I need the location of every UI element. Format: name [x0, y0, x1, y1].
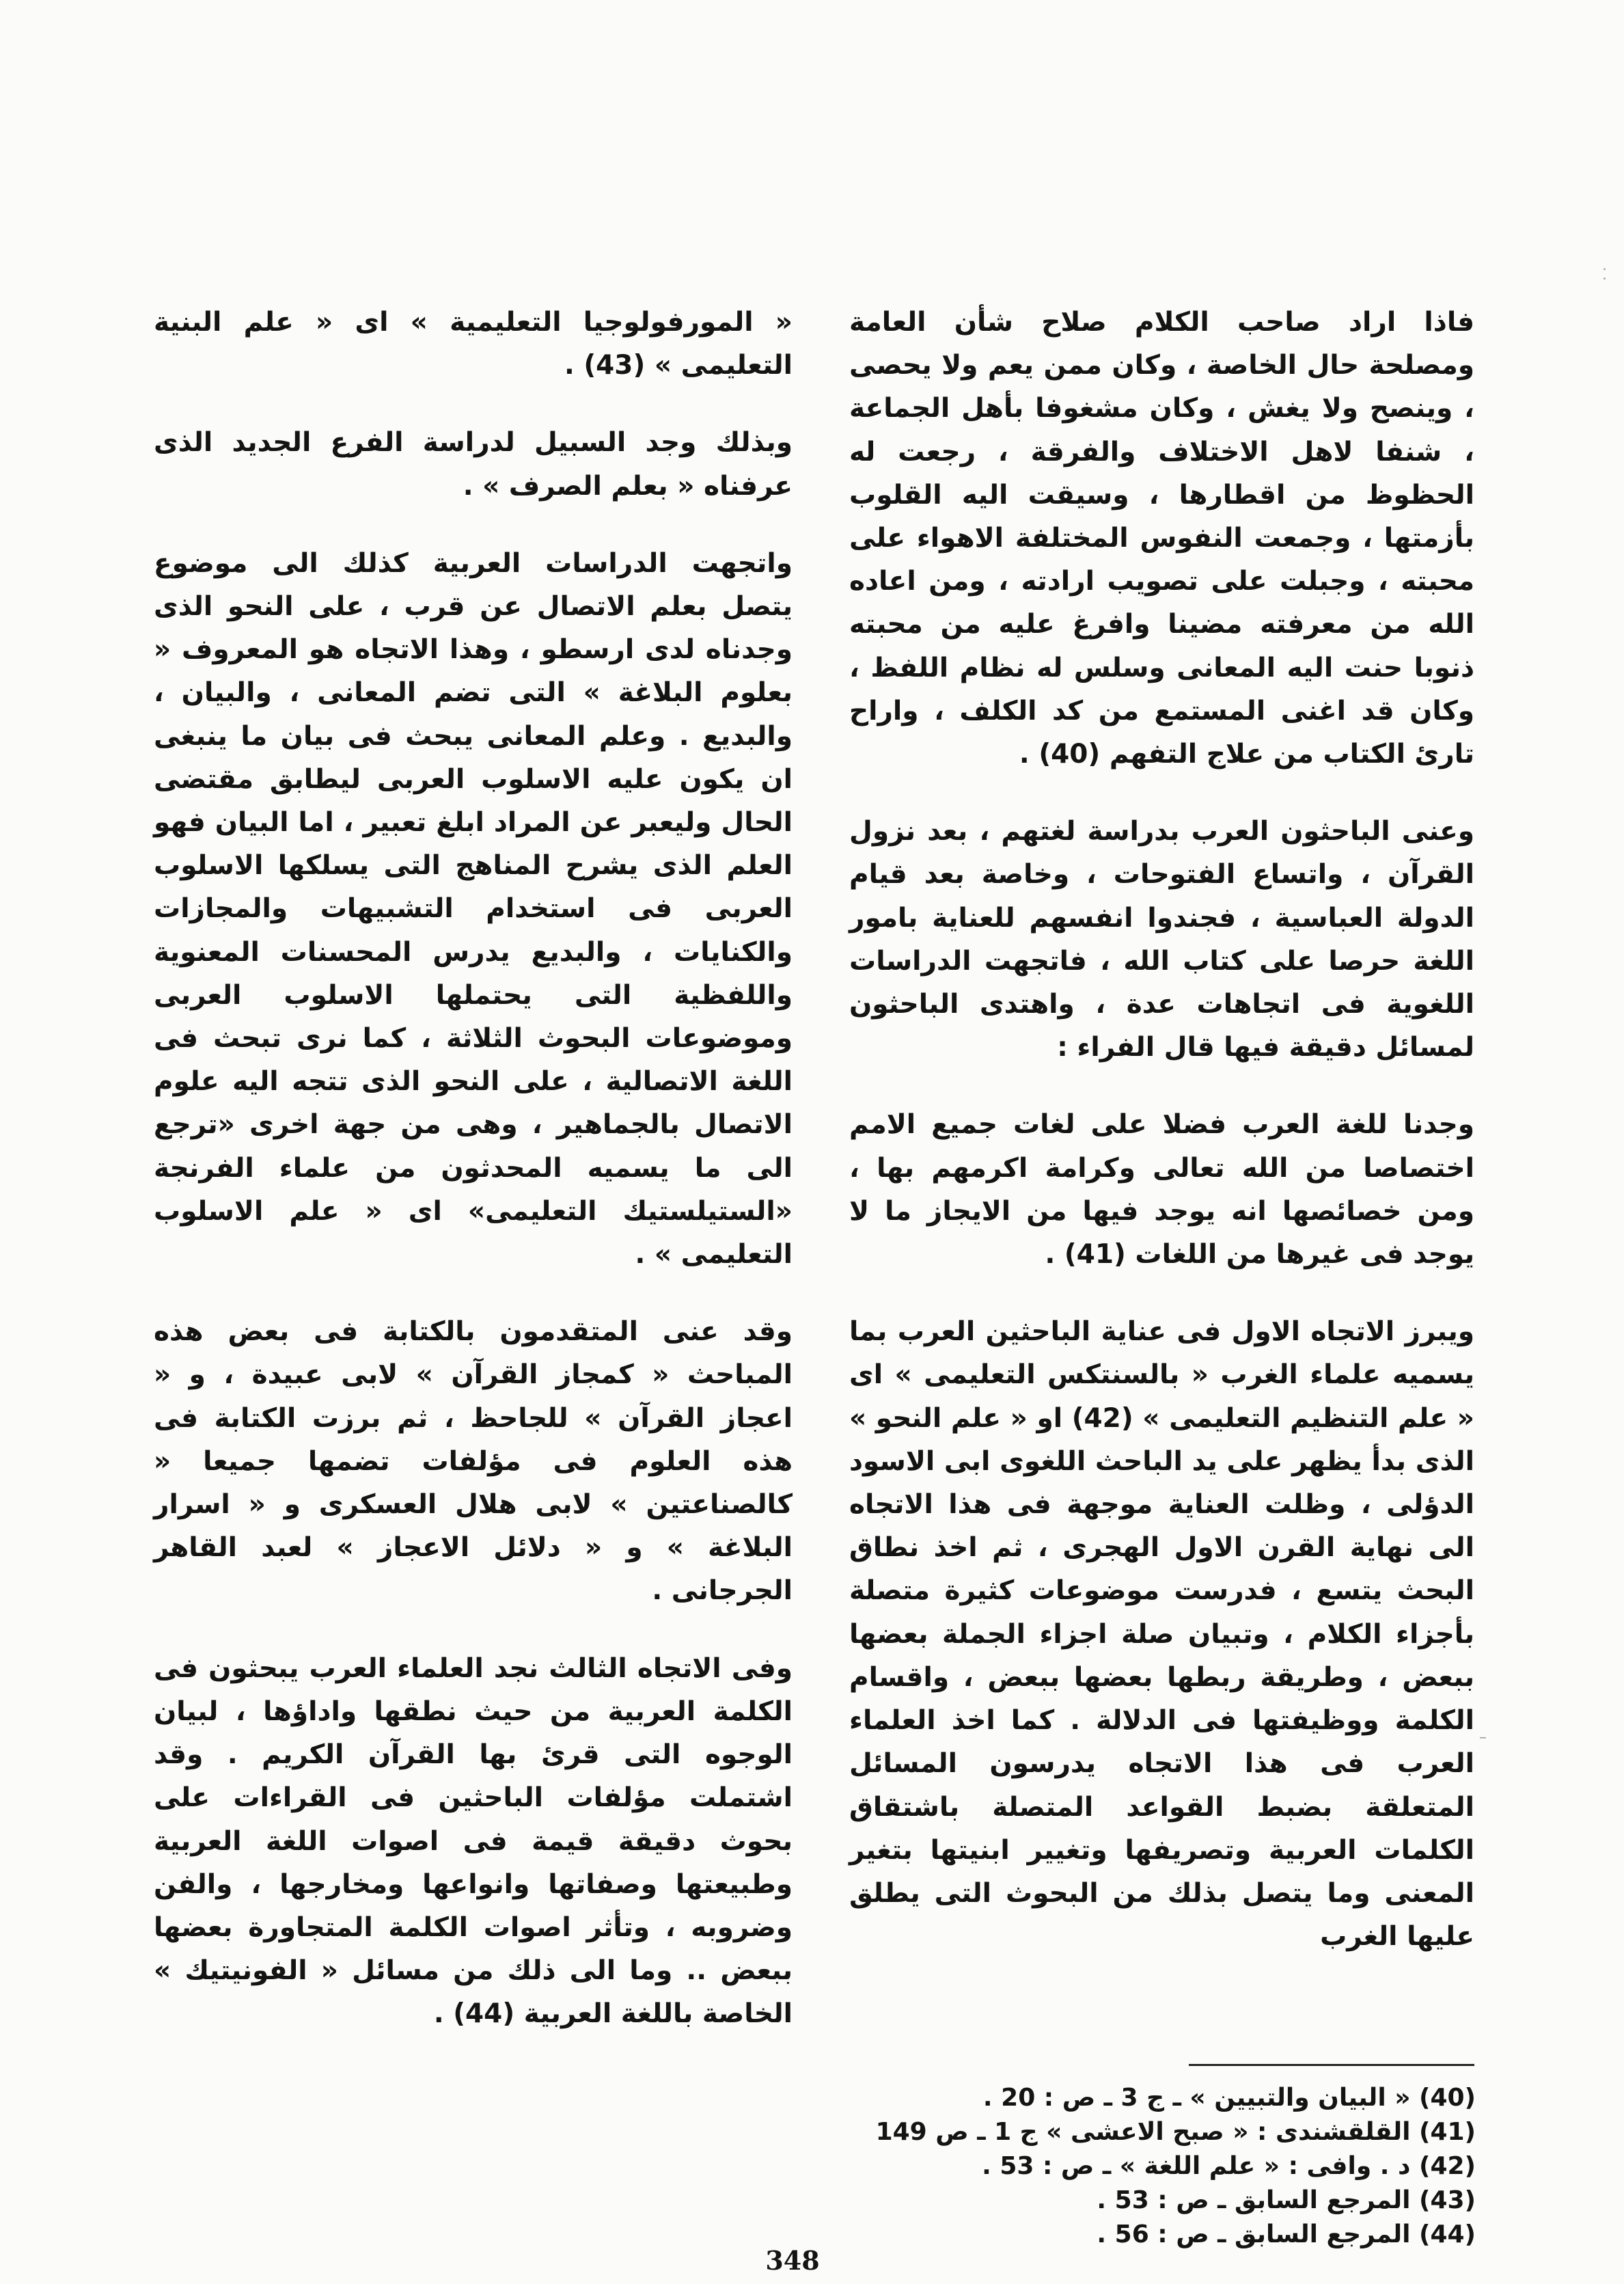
paragraph: وبذلك وجد السبيل لدراسة الفرع الجديد الذى عرفناه « بعلم الصرف » . — [154, 427, 793, 502]
paragraph: « المورفولوجيا التعليمية » اى « علم البنية التعليمى » (43) . — [154, 307, 793, 381]
footnotes — [875, 2081, 1476, 2252]
paragraph: وفى الاتجاه الثالث نجد العلماء العرب يبحثون فى الكلمة العربية من حيث نطقها واداؤها ، لبيان الوجوه التى قرئ بها القرآن الكريم . وقد اشتملت مؤلفات الباحثين فى القراءات على بحوث دقيقة قيمة فى اصوات اللغة العربية وطبيعتها وصفاتها وانواعها ومخارجها ، والفن وضروبه ، وتأثر اصوات الكلمة المتجاورة بعضها ببعض .. وما الى ذلك من مسائل « الفونيتيك » الخاصة باللغة العربية (44) . — [154, 1653, 793, 2030]
paragraph: وقد عنى المتقدمون بالكتابة فى بعض هذه المباحث « كمجاز القرآن » لابى عبيدة ، و « اعجاز القرآن » للجاحظ ، ثم برزت الكتابة فى هذه العلوم فى مؤلفات تضمها جميعا « كالصناعتين » لابى هلال العسكرى و « اسرار البلاغة » و « دلائل الاعجاز » لعبد القاهر الجرجانى . — [154, 1316, 793, 1607]
paragraph: ويبرز الاتجاه الاول فى عناية الباحثين العرب بما يسميه علماء الغرب « بالسنتكس التعليمى » اى « علم التنظيم التعليمى » (42) او « علم النحو » الذى بدأ يظهر على يد الباحث اللغوى ابى الاسود الدؤلى ، وظلت العناية موجهة فى هذا الاتجاه الى نهاية القرن الاول الهجرى ، ثم اخذ نطاق البحث يتسع ، فدرست موضوعات كثيرة متصلة بأجزاء الكلام ، وتبيان صلة اجزاء الجملة بعضها ببعض ، وطريقة ربطها بعضها ببعض ، واقسام الكلمة ووظيفتها فى الدلالة . كما اخذ العلماء العرب فى هذا الاتجاه يدرسون المسائل المتعلقة بضبط القواعد المتصلة باشتقاق الكلمات العربية وتصريفها وتغيير ابنيتها بتغير المعنى وما يتصل بذلك من البحوث التى يطلق عليها الغرب — [849, 1316, 1474, 1953]
paragraph: وجدنا للغة العرب فضلا على لغات جميع الامم اختصاصا من الله تعالى وكرامة اكرمهم بها ، ومن خصائصها انه يوجد فيها من الايجاز ما لا يوجد فى غيرها من اللغات (41) . — [849, 1109, 1474, 1270]
paragraph: وعنى الباحثون العرب بدراسة لغتهم ، بعد نزول القرآن ، واتساع الفتوحات ، وخاصة بعد قيام الدولة العباسية ، فجندوا انفسهم للعناية بامور اللغة حرصا على كتاب الله ، فاتجهت الدراسات اللغوية فى اتجاهات عدة ، واهتدى الباحثون لمسائل دقيقة فيها قال الفراء : — [849, 816, 1474, 1063]
footnote-divider — [1189, 2064, 1474, 2066]
paragraph: واتجهت الدراسات العربية كذلك الى موضوع يتصل بعلم الاتصال عن قرب ، على النحو الذى وجدناه لدى ارسطو ، وهذا الاتجاه هو المعروف « بعلوم البلاغة » التى تضم المعانى ، والبيان ، والبديع . وعلم المعانى يبحث فى بيان ما ينبغى ان يكون عليه الاسلوب العربى ليطابق مقتضى الحال وليعبر عن المراد ابلغ تعبير ، اما البيان فهو العلم الذى يشرح المناهج التى يسلكها الاسلوب العربى فى استخدام التشبيهات والمجازات والكنايات ، والبديع يدرس المحسنات المعنوية واللفظية التى يحتملها الاسلوب العربى وموضوعات البحوث الثلاثة ، كما نرى تبحث فى اللغة الاتصالية ، على النحو الذى تتجه اليه علوم الاتصال بالجماهير ، وهى من جهة اخرى «ترجع الى ما يسميه المحدثون من علماء الفرنجة «الستيلستيك التعليمى» اى « علم الاسلوب التعليمى » . — [154, 547, 793, 1270]
footnote: (42) د . وافى : « علم اللغة » ـ ص : 53 . — [982, 2152, 1476, 2180]
footnote: (43) المرجع السابق ـ ص : 53 . — [1097, 2186, 1476, 2214]
paragraph: فاذا اراد صاحب الكلام صلاح شأن العامة ومصلحة حال الخاصة ، وكان ممن يعم ولا يحصى ، وينصح ولا يغش ، وكان مشغوفا بأهل الجماعة ، شنفا لاهل الاختلاف والفرقة ، رجعت له الحظوظ من اقطارها ، وسيقت اليه القلوب بأزمتها ، وجمعت النفوس المختلفة الاهواء على محبته ، وجبلت على تصويب ارادته ، ومن اعاده الله من معرفته مضينا وافرغ عليه من محبته ذنوبا حنت اليه المعانى وسلس له نظام اللفظ ، وكان قد اغنى المستمع من كد الكلف ، واراح تارئ الكتاب من علاج التفهم (40) . — [849, 307, 1474, 770]
scan-mark: – — [1479, 1729, 1487, 1746]
page-number: 348 — [765, 2245, 820, 2276]
footnote: (40) « البيان والتبيين » ـ ج 3 ـ ص : 20 . — [982, 2084, 1476, 2112]
footnote: (44) المرجع السابق ـ ص : 56 . — [1097, 2220, 1476, 2248]
scan-mark: ⁚ — [1602, 267, 1607, 284]
right-column — [849, 301, 1474, 1992]
footnote: (41) القلقشندى : « صبح الاعشى » ج 1 ـ ص 149 — [875, 2118, 1476, 2146]
left-column — [154, 301, 793, 2070]
